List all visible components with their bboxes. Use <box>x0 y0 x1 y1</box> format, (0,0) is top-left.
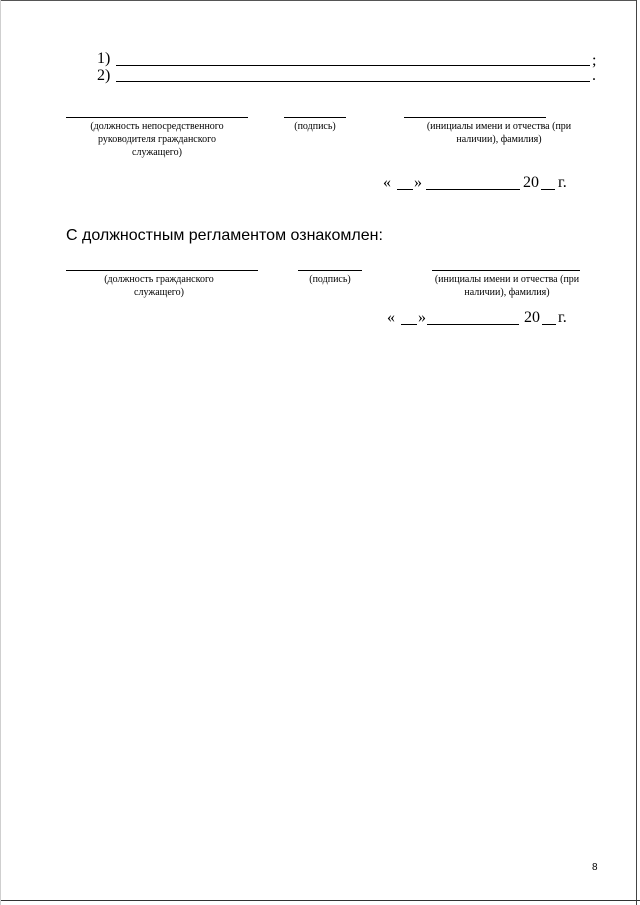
supervisor-date-close-quote: » <box>414 174 422 191</box>
employee-date-year-prefix: 20 <box>524 309 540 326</box>
list-item-number-1: 1) <box>97 50 111 67</box>
acknowledgment-heading: С должностным регламентом ознакомлен: <box>66 227 383 244</box>
list-item-end-2: . <box>592 67 596 84</box>
supervisor-name-line[interactable] <box>404 117 546 118</box>
supervisor-date-month-line[interactable] <box>426 189 520 190</box>
list-item-end-1: ; <box>592 52 597 69</box>
employee-name-line[interactable] <box>432 270 580 271</box>
employee-date-day-line[interactable] <box>401 324 417 325</box>
employee-signature-caption: (подпись) <box>309 274 351 285</box>
supervisor-date-year-line[interactable] <box>541 189 555 190</box>
employee-position-line[interactable] <box>66 270 258 271</box>
supervisor-position-line[interactable] <box>66 117 248 118</box>
supervisor-signature-line[interactable] <box>284 117 346 118</box>
supervisor-name-caption: (инициалы имени и отчества (при наличии), фамилия) <box>426 121 572 145</box>
employee-position-caption: (должность гражданского служащего) <box>104 274 214 298</box>
scan-edge-top <box>0 0 636 1</box>
employee-date-close-quote: » <box>418 309 426 326</box>
scan-edge-left <box>0 0 1 905</box>
employee-date-year-suffix: г. <box>558 309 567 326</box>
scan-edge-right <box>636 0 637 905</box>
list-item-number-2: 2) <box>97 67 111 84</box>
employee-date-year-line[interactable] <box>542 324 556 325</box>
page-number: 8 <box>592 862 598 873</box>
supervisor-position-caption: (должность непосредственного руководителя гражданского служащего) <box>90 121 224 158</box>
employee-name-caption: (инициалы имени и отчества (при наличии), фамилия) <box>434 274 580 298</box>
supervisor-date-open-quote: « <box>383 174 391 191</box>
list-item-line-2[interactable] <box>116 81 590 82</box>
employee-date-month-line[interactable] <box>427 324 519 325</box>
employee-signature-line[interactable] <box>298 270 362 271</box>
supervisor-date-day-line[interactable] <box>397 189 413 190</box>
employee-date-open-quote: « <box>387 309 395 326</box>
supervisor-date-year-suffix: г. <box>558 174 567 191</box>
supervisor-date-year-prefix: 20 <box>523 174 539 191</box>
list-item-line-1[interactable] <box>116 65 590 66</box>
supervisor-signature-caption: (подпись) <box>294 121 336 132</box>
scan-edge-bottom <box>0 900 640 901</box>
